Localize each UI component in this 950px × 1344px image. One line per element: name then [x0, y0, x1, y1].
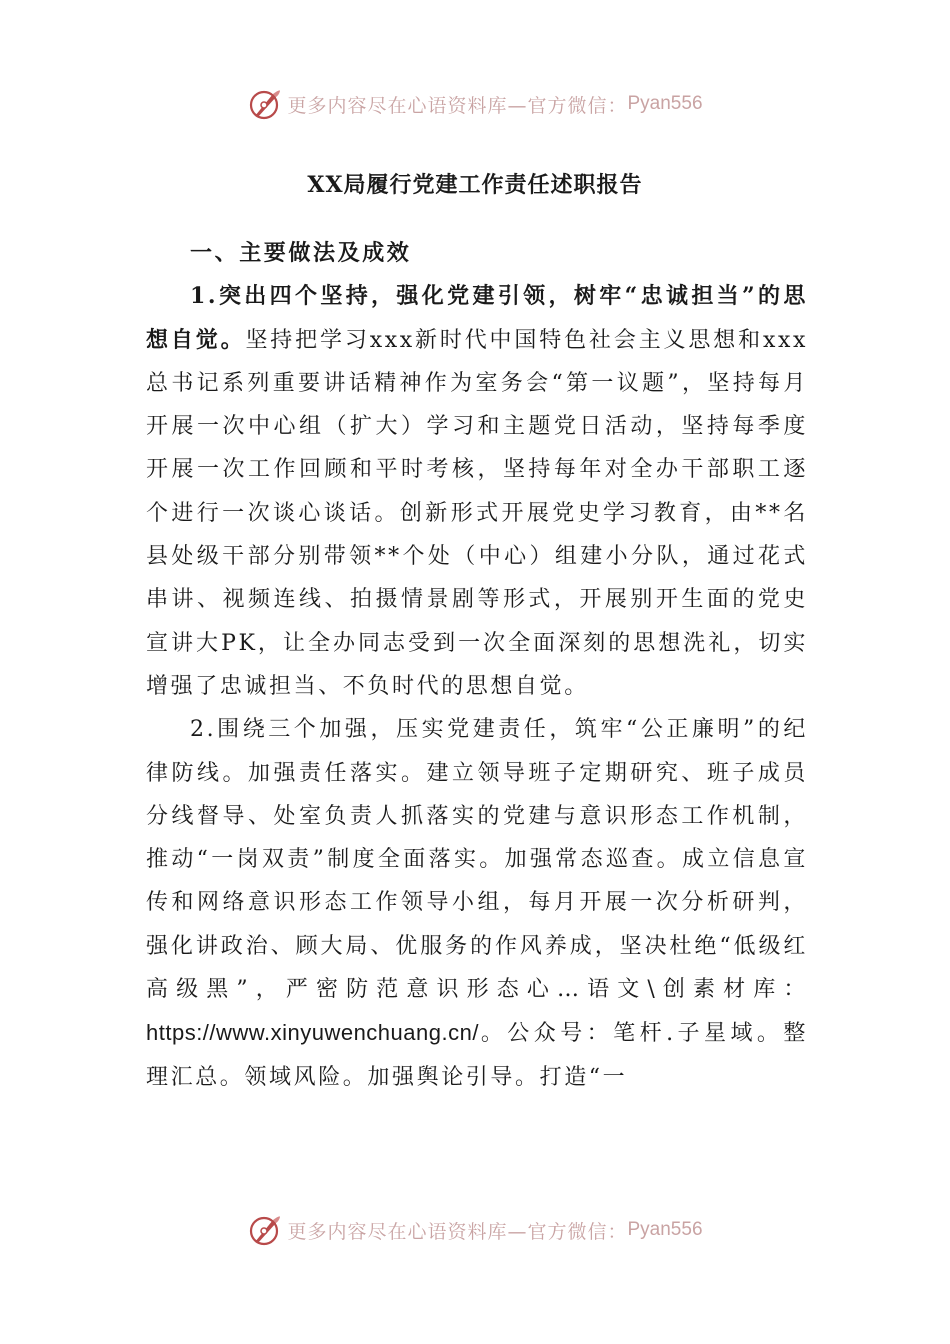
paragraph-1-body: 坚持把学习xxx新时代中国特色社会主义思想和xxx总书记系列重要讲话精神作为室务会“第一议题”，坚持每月开展一次中心组（扩大）学习和主题党日活动，坚持每季度开展一次工作回顾和平时考核，坚持每年对全办干部职工逐个进行一次谈心谈话。创新形式开展党史学习教育，由**名县处级干部分别带领**个处（中心）组建小分队，通过花式串讲、视频连线、拍摄情景剧等形式，开展别开生面的党史宣讲大PK，让全办同志受到一次全面深刻的思想洗礼，切实增强了忠诚担当、不负时代的思想自觉。	[146, 327, 808, 699]
watermark-text: 更多内容尽在心语资料库—官方微信：	[287, 1220, 628, 1243]
watermark-text: 更多内容尽在心语资料库—官方微信：	[287, 94, 628, 117]
paragraph-1-lead: 1.突出四个坚持，强化党建引领，树牢“忠诚担当”的思想自觉。	[146, 283, 808, 353]
watermark-header	[0, 84, 950, 124]
paragraph-2-url: https://www.xinyuwenchuang.cn/	[146, 1020, 479, 1046]
paragraph-2-text: 2.围绕三个加强，压实党建责任，筑牢“公正廉明”的纪律防线。加强责任落实。建立领导班子定期研究、班子成员分线督导、处室负责人抓落实的党建与意识形态工作机制，推动“一岗双责”制度全面落实。加强常态巡查。成立信息宣传和网络意识形态工作领导小组，每月开展一次分析研判，强化讲政治、顾大局、优服务的作风养成，坚决杜绝“低级红高级黑”，严密防范意识形态心…语文\创素材库：	[146, 717, 808, 1003]
watermark-footer	[0, 1210, 950, 1250]
quill-pen-circle-icon	[247, 1212, 283, 1248]
section-heading: 一、主要做法及成效	[190, 240, 412, 266]
quill-pen-circle-icon	[247, 86, 283, 122]
paragraph-2	[146, 708, 808, 1099]
document-title: XX局履行党建工作责任述职报告	[307, 172, 643, 198]
document-body	[146, 232, 808, 1099]
paragraph-1	[146, 275, 808, 708]
watermark-id: Pyan556	[627, 93, 703, 114]
paragraph-2-tail: 。公众号：笔杆.子星域。整理汇总。领域风险。加强舆论引导。打造“一	[146, 1021, 808, 1090]
watermark-id: Pyan556	[627, 1219, 703, 1240]
